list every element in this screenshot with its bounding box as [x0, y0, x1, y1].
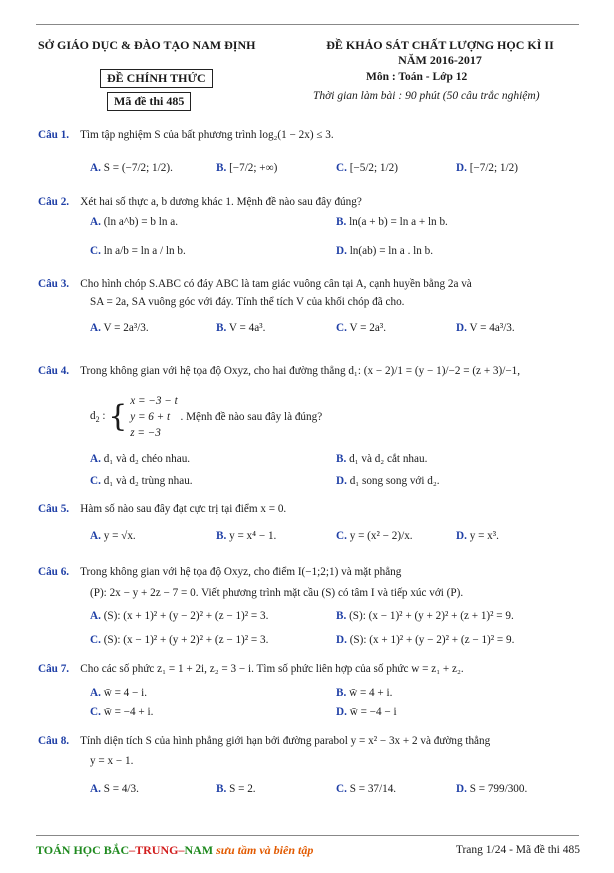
- footer-rule: [36, 835, 579, 836]
- option-3c: C. V = 2a³.: [336, 322, 386, 334]
- exam-title-line-1: ĐỀ KHẢO SÁT CHẤT LƯỢNG HỌC KÌ II: [326, 38, 554, 52]
- option-3b: B. V = 4a³.: [216, 322, 266, 334]
- question-3: Câu 3. Cho hình chóp S.ABC có đáy ABC là tam giác vuông cân tại A, cạnh huyền bằng 2a và: [38, 278, 472, 290]
- time-line: Thời gian làm bài : 90 phút (50 câu trắc nghiệm): [313, 90, 540, 102]
- option-6a: A. (S): (x + 1)² + (y − 2)² + (z − 1)² = 3.: [90, 610, 269, 622]
- option-6d: D. (S): (x + 1)² + (y − 2)² + (z − 1)² = 9.: [336, 634, 515, 646]
- top-rule: [36, 24, 579, 25]
- option-3d: D. V = 4a³/3.: [456, 322, 515, 334]
- exam-title-line-2: NĂM 2016-2017: [398, 53, 482, 67]
- department-title: SỞ GIÁO DỤC & ĐÀO TẠO NAM ĐỊNH: [38, 38, 256, 52]
- option-5c: C. y = (x² − 2)/x.: [336, 530, 413, 542]
- option-1d: D. [−7/2; 1/2): [456, 162, 518, 174]
- option-1c: C. [−5/2; 1/2): [336, 162, 398, 174]
- question-8: Câu 8. Tính diện tích S của hình phẳng giới hạn bởi đường parabol y = x² − 3x + 2 và đường thẳng: [38, 735, 491, 747]
- exam-title: [305, 38, 575, 68]
- question-6-line-2: (P): 2x − y + 2z − 7 = 0. Viết phương trình mặt cầu (S) có tâm I và tiếp xúc với (P).: [90, 587, 464, 599]
- option-8b: B. S = 2.: [216, 783, 256, 795]
- question-4: Câu 4. Trong không gian với hệ tọa độ Oxyz, cho hai đường thẳng d₁: (x − 2)/1 = (y − 1)/−2 = (z + 3)/−1,: [38, 365, 521, 377]
- question-7: Câu 7. Cho các số phức z₁ = 1 + 2i, z₂ = 3 − i. Tìm số phức liên hợp của số phức w = z₁ + z₂.: [38, 663, 464, 675]
- option-1a: A. S = (−7/2; 1/2).: [90, 162, 173, 174]
- option-7b: B. w̄ = 4 + i.: [336, 687, 393, 699]
- option-8c: C. S = 37/14.: [336, 783, 397, 795]
- exam-code-box: Mã đề thi 485: [107, 92, 191, 111]
- option-4d: D. d₁ song song với d₂.: [336, 475, 440, 487]
- option-4c: C. d₁ và d₂ trùng nhau.: [90, 475, 193, 487]
- subject-line: Môn : Toán - Lớp 12: [366, 71, 468, 83]
- option-4b: B. d₁ và d₂ cắt nhau.: [336, 453, 428, 465]
- option-5d: D. y = x³.: [456, 530, 499, 542]
- option-7d: D. w̄ = −4 − i: [336, 706, 397, 718]
- official-box: ĐỀ CHÍNH THỨC: [100, 69, 213, 88]
- option-3a: A. V = 2a³/3.: [90, 322, 149, 334]
- question-4-system: $d_2$ : { x = −3 − t y = 6 + t z = −3 . Mệnh đề nào sau đây là đúng?: [90, 395, 323, 439]
- question-1: [38, 129, 334, 141]
- option-6c: C. (S): (x − 1)² + (y + 2)² + (z − 1)² = 3.: [90, 634, 269, 646]
- page-number: Trang 1/24 - Mã đề thi 485: [455, 844, 580, 856]
- option-6b: B. (S): (x − 1)² + (y + 2)² + (z + 1)² = 9.: [336, 610, 514, 622]
- option-1b: B. [−7/2; +∞): [216, 162, 278, 174]
- option-8a: A. S = 4/3.: [90, 783, 139, 795]
- option-7a: A. w̄ = 4 − i.: [90, 687, 148, 699]
- footer-brand: TOÁN HỌC BẮC–TRUNG–NAM sưu tầm và biên tập: [36, 843, 314, 857]
- option-4a: A. d₁ và d₂ chéo nhau.: [90, 453, 191, 465]
- option-2d: D. ln(ab) = ln a . ln b.: [336, 245, 434, 257]
- option-5a: A. y = √x.: [90, 530, 136, 542]
- option-8d: D. S = 799/300.: [456, 783, 528, 795]
- question-5: Câu 5. Hàm số nào sau đây đạt cực trị tại điểm x = 0.: [38, 503, 287, 515]
- option-2c: C. ln a/b = ln a / ln b.: [90, 245, 186, 257]
- option-2a: A. (ln a^b) = b ln a.: [90, 216, 179, 228]
- question-number: Câu 1.: [38, 129, 70, 141]
- question-3-line-2: SA = 2a, SA vuông góc với đáy. Tính thể tích V của khối chóp đã cho.: [90, 296, 405, 308]
- question-8-line-2: y = x − 1.: [90, 755, 134, 767]
- option-2b: B. ln(a + b) = ln a + ln b.: [336, 216, 448, 228]
- option-7c: C. w̄ = −4 + i.: [90, 706, 154, 718]
- question-text: Tìm tập nghiệm S của bất phương trình log₂(1 − 2x) ≤ 3.: [80, 129, 334, 141]
- question-2: Câu 2. Xét hai số thực a, b dương khác 1. Mệnh đề nào sau đây đúng?: [38, 196, 362, 208]
- option-5b: B. y = x⁴ − 1.: [216, 530, 277, 542]
- question-6: Câu 6. Trong không gian với hệ tọa độ Oxyz, cho điểm I(−1;2;1) và mặt phẳng: [38, 566, 402, 578]
